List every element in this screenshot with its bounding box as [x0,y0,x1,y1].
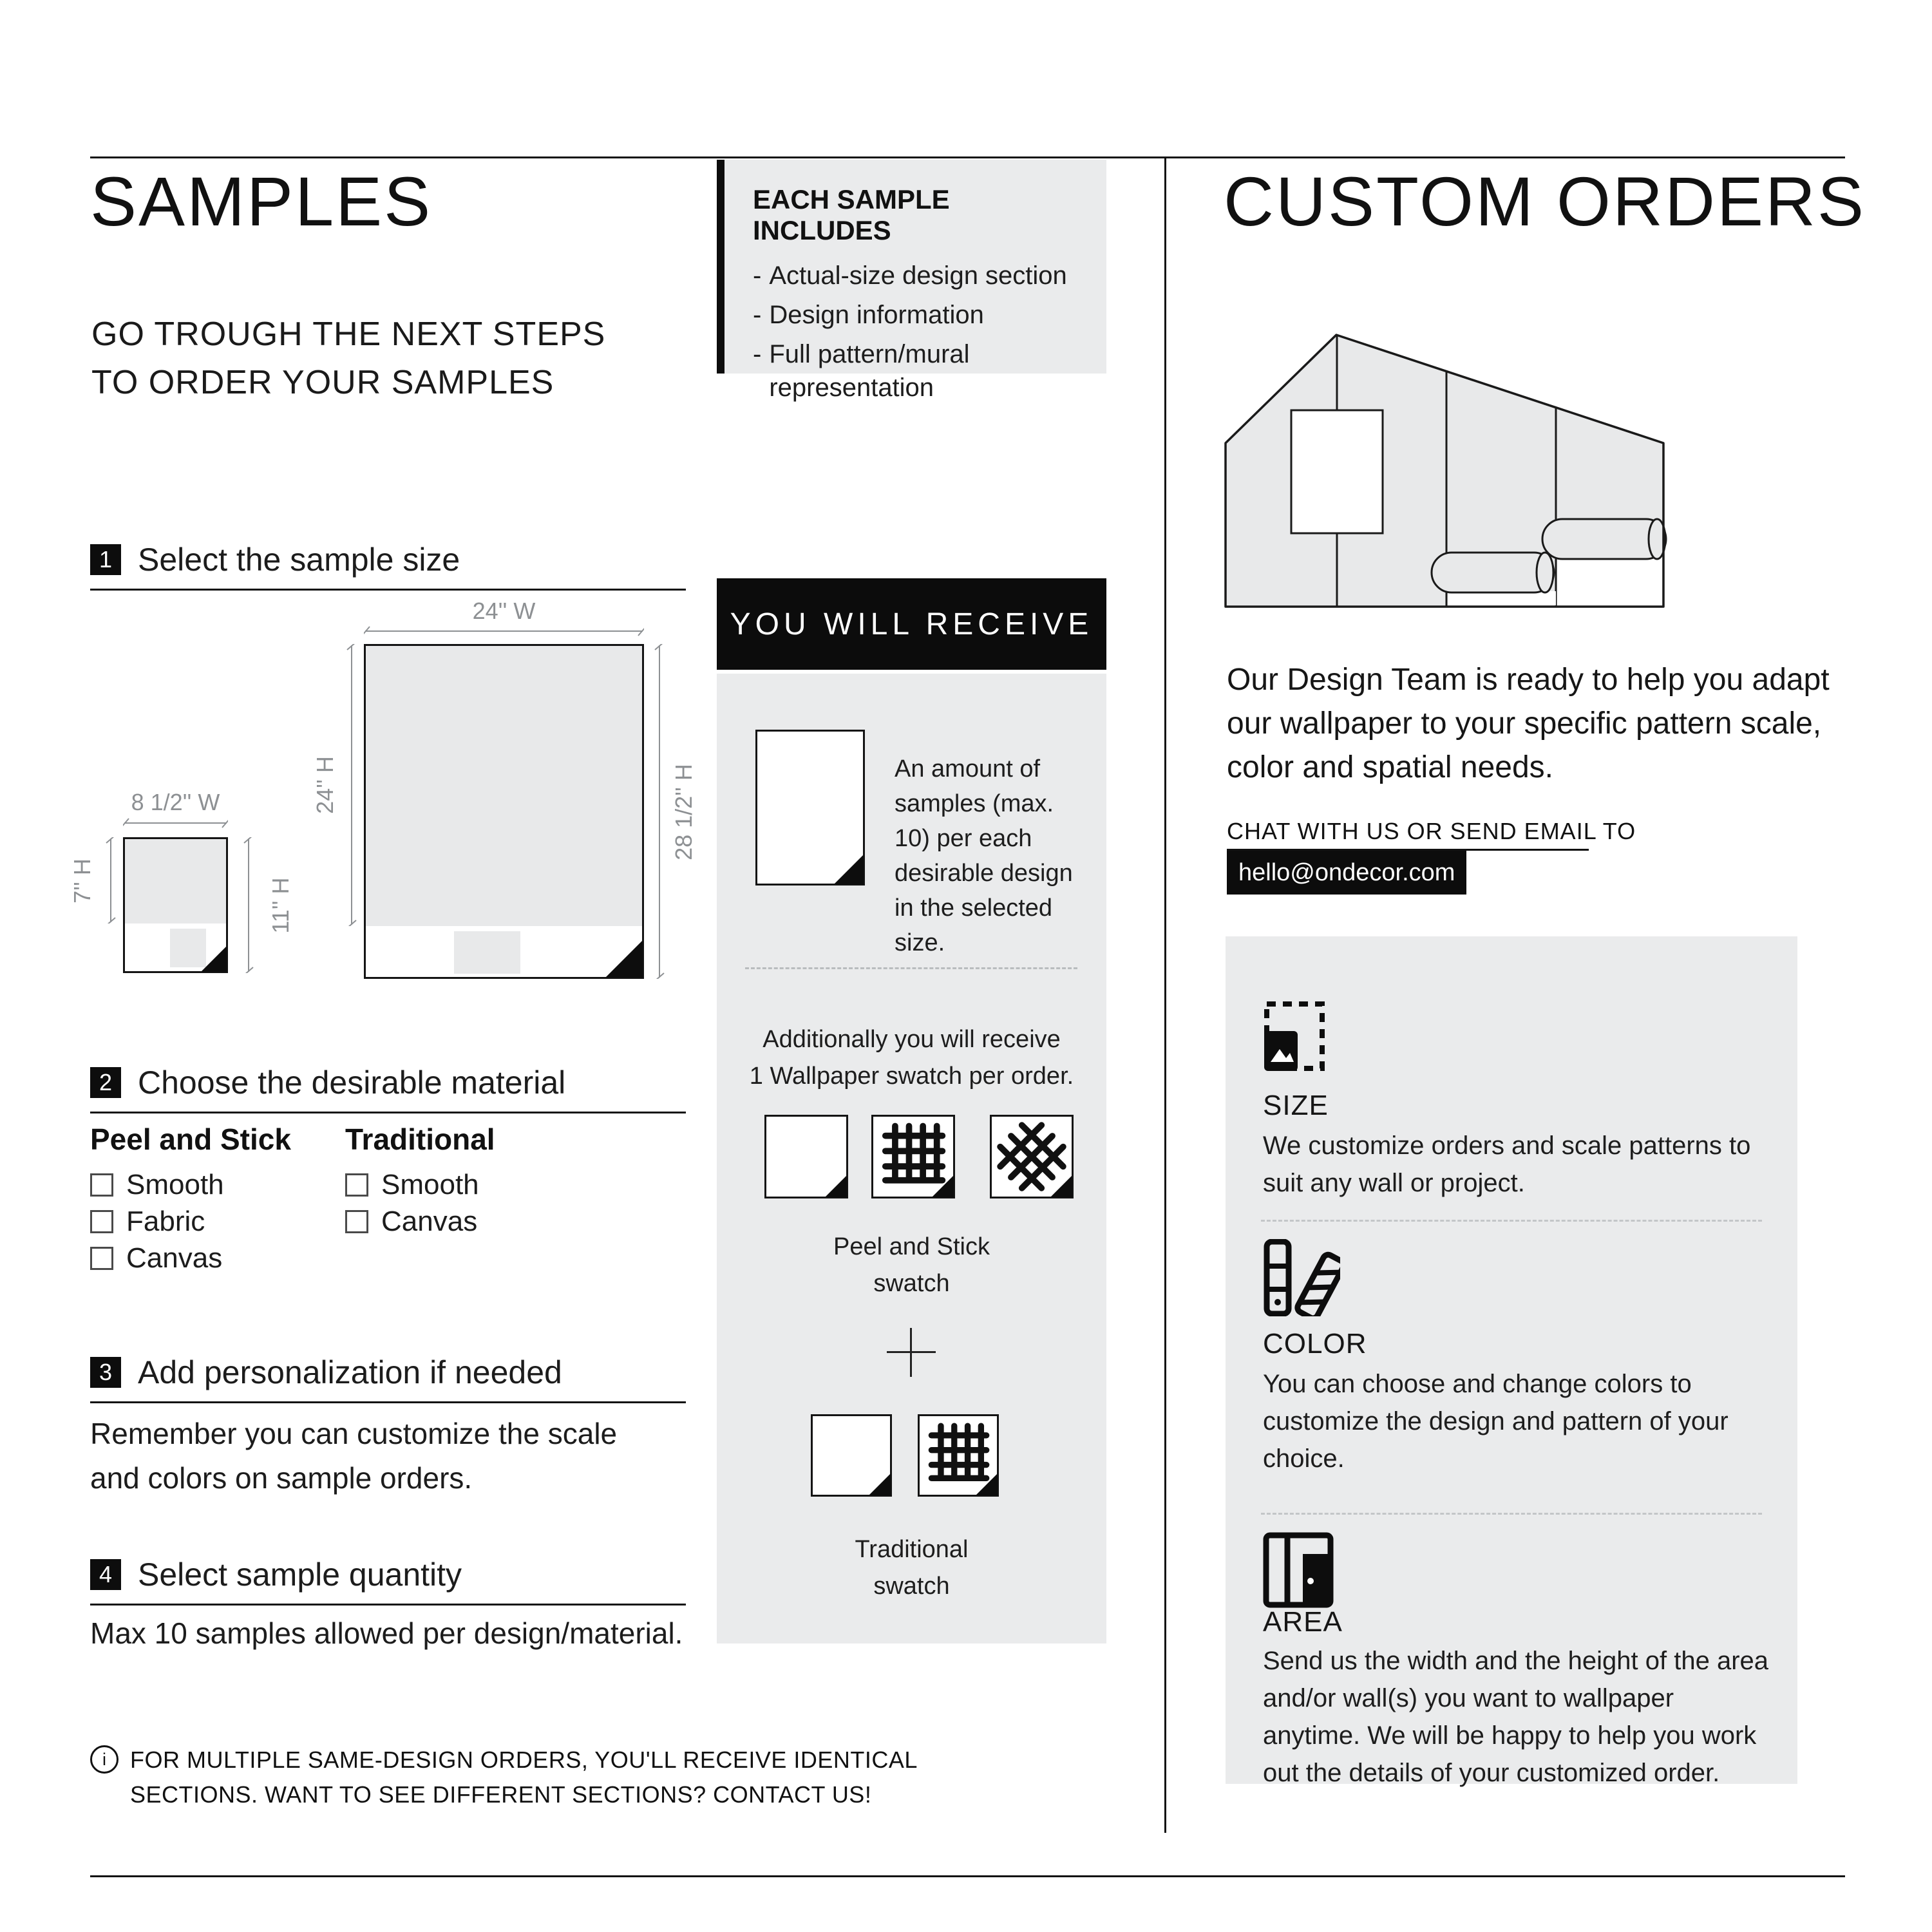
color-swatches-icon [1263,1239,1340,1316]
footnote-line1: FOR MULTIPLE SAME-DESIGN ORDERS, YOU'LL RECEIVE IDENTICAL [130,1747,918,1773]
step4-number-badge: 4 [90,1559,121,1590]
crop-image-icon [1263,1000,1334,1072]
bullet-dash: - [753,339,762,368]
large-sample-width-dim-line [364,626,644,636]
feature-name-color: COLOR [1263,1328,1367,1359]
step3-header [90,1354,686,1403]
large-sample-fold-corner-icon [605,940,643,978]
samples-subtitle-line1: GO TROUGH THE NEXT STEPS [91,316,606,353]
features-dashed-divider [1261,1220,1762,1222]
samples-title: SAMPLES [90,162,433,240]
large-sample-outer-height-dim-line [654,644,665,979]
footnote [90,1743,918,1812]
step3-note: Remember you can customize the scale and colors on sample orders. [90,1417,618,1495]
house-wallpaper-illustration [1217,309,1674,615]
sheet-fold-corner-icon [834,855,864,884]
large-sample-inner-height-label: 24'' H [312,756,338,814]
step1-title: Select the sample size [138,542,460,578]
includes-item-text: Design information [769,300,984,329]
sample-sheet-icon [755,730,865,886]
wall-door-icon [1263,1532,1340,1608]
swatch-fold-corner-icon [976,1473,998,1495]
swatch-grid-icon [918,1414,999,1497]
peel-option-canvas[interactable] [90,1242,222,1274]
peel-swatch-label-line2: swatch [873,1270,950,1297]
small-sample-inner-height-dim-line [106,837,116,923]
option-label: Smooth [126,1169,224,1200]
step1-number-badge: 1 [90,544,121,575]
you-will-receive-banner: YOU WILL RECEIVE [717,578,1106,670]
wallpaper-roll-icon [1432,553,1554,592]
traditional-option-smooth[interactable] [345,1169,479,1201]
samples-subtitle-line2: TO ORDER YOUR SAMPLES [91,364,554,402]
feature-name-area: AREA [1263,1606,1343,1638]
checkbox-icon[interactable] [90,1173,113,1197]
peel-swatch-label [717,1229,1106,1302]
checkbox-icon[interactable] [345,1173,368,1197]
step4-header [90,1556,686,1605]
panel-dashed-divider [745,967,1077,969]
swatch-fold-corner-icon [1050,1175,1072,1197]
small-sample-diagram [123,837,228,973]
large-sample-pattern-square [454,931,520,974]
additional-line2: 1 Wallpaper swatch per order. [749,1063,1074,1090]
includes-item [753,259,1087,293]
footnote-line2: SECTIONS. WANT TO SEE DIFFERENT SECTIONS? CONTACT US! [130,1781,872,1808]
feature-name-size: SIZE [1263,1090,1329,1121]
small-sample-width-label: 8 1/2'' W [131,789,220,815]
checkbox-icon[interactable] [90,1247,113,1270]
traditional-heading: Traditional [345,1122,495,1156]
custom-features-panel [1226,936,1797,1787]
step1-header [90,541,686,591]
large-sample-inner-height-dim-line [346,644,357,926]
step3-title: Add personalization if needed [138,1354,562,1390]
bottom-rule [90,1875,1845,1877]
feature-text-color: You can choose and change colors to customize the design and pattern of your choice. [1263,1370,1728,1473]
each-sample-includes-box [717,160,1106,402]
features-dashed-divider [1261,1513,1762,1515]
additional-text [717,1021,1106,1095]
swatch-crosshatch-icon [990,1115,1074,1198]
custom-orders-title: CUSTOM ORDERS [1224,162,1866,240]
chat-label: CHAT WITH US OR SEND EMAIL TO [1227,818,1636,844]
additional-line1: Additionally you will receive [762,1026,1061,1053]
includes-title: EACH SAMPLE INCLUDES [753,184,950,245]
samples-subtitle [91,310,605,408]
step2-title: Choose the desirable material [138,1065,566,1101]
step2-header [90,1064,686,1113]
large-sample-design-area [366,646,642,926]
small-sample-design-area [125,839,226,923]
large-sample-width-label: 24'' W [472,598,536,624]
feature-text-size: We customize orders and scale patterns to suit any wall or project. [1263,1132,1751,1197]
step4-title: Select sample quantity [138,1557,462,1593]
swatch-plain-icon [764,1115,848,1198]
includes-item-text: Actual-size design section [769,261,1067,290]
custom-orders-intro: Our Design Team is ready to help you adapt our wallpaper to your specific pattern scale, color and spatial needs. [1227,663,1830,785]
bullet-dash: - [753,261,762,290]
traditional-option-canvas[interactable] [345,1206,477,1238]
checkbox-icon[interactable] [345,1210,368,1233]
swatch-fold-corner-icon [869,1473,891,1495]
peel-swatch-label-line1: Peel and Stick [833,1233,990,1260]
checkbox-icon[interactable] [90,1210,113,1233]
bullet-dash: - [753,300,762,329]
small-sample-width-dim-line [123,818,228,828]
large-sample-diagram [364,644,644,979]
amount-text: An amount of samples (max. 10) per each desirable design in the selected size. [895,755,1073,956]
includes-item [753,298,1087,332]
small-sample-outer-height-label: 11'' H [267,877,294,934]
traditional-swatch-label-line2: swatch [873,1573,950,1600]
small-sample-fold-corner-icon [201,946,227,972]
traditional-swatch-label [717,1531,1106,1605]
column-divider [1164,158,1166,1833]
option-label: Smooth [381,1169,479,1200]
peel-option-fabric[interactable] [90,1206,205,1238]
swatch-fold-corner-icon [932,1175,954,1197]
swatch-grid-icon [871,1115,955,1198]
traditional-swatch-label-line1: Traditional [855,1536,969,1563]
email-link[interactable]: hello@ondecor.com [1227,851,1466,895]
plus-icon [887,1328,936,1377]
top-rule [90,156,1845,158]
you-will-receive-panel [717,674,1106,1643]
includes-item-text: Full pattern/mural representation [769,339,970,402]
small-sample-outer-height-dim-line [243,837,254,973]
wallpaper-roll-icon [1542,519,1666,559]
peel-and-stick-heading: Peel and Stick [90,1122,291,1156]
swatch-plain-icon [811,1414,892,1497]
info-icon: i [90,1745,118,1774]
large-sample-outer-height-label: 28 1/2'' H [670,764,697,860]
step2-number-badge: 2 [90,1067,121,1098]
includes-item [753,337,1036,406]
step3-number-badge: 3 [90,1357,121,1388]
option-label: Canvas [126,1242,223,1274]
feature-text-area: Send us the width and the height of the area and/or wall(s) you want to wallpaper anytime. We will be happy to help you work out the details of your customized order. [1263,1647,1769,1787]
option-label: Canvas [381,1206,478,1237]
option-label: Fabric [126,1206,205,1237]
peel-option-smooth[interactable] [90,1169,224,1201]
swatch-fold-corner-icon [825,1175,847,1197]
step4-note: Max 10 samples allowed per design/material. [90,1616,683,1650]
small-sample-inner-height-label: 7'' H [69,858,95,904]
